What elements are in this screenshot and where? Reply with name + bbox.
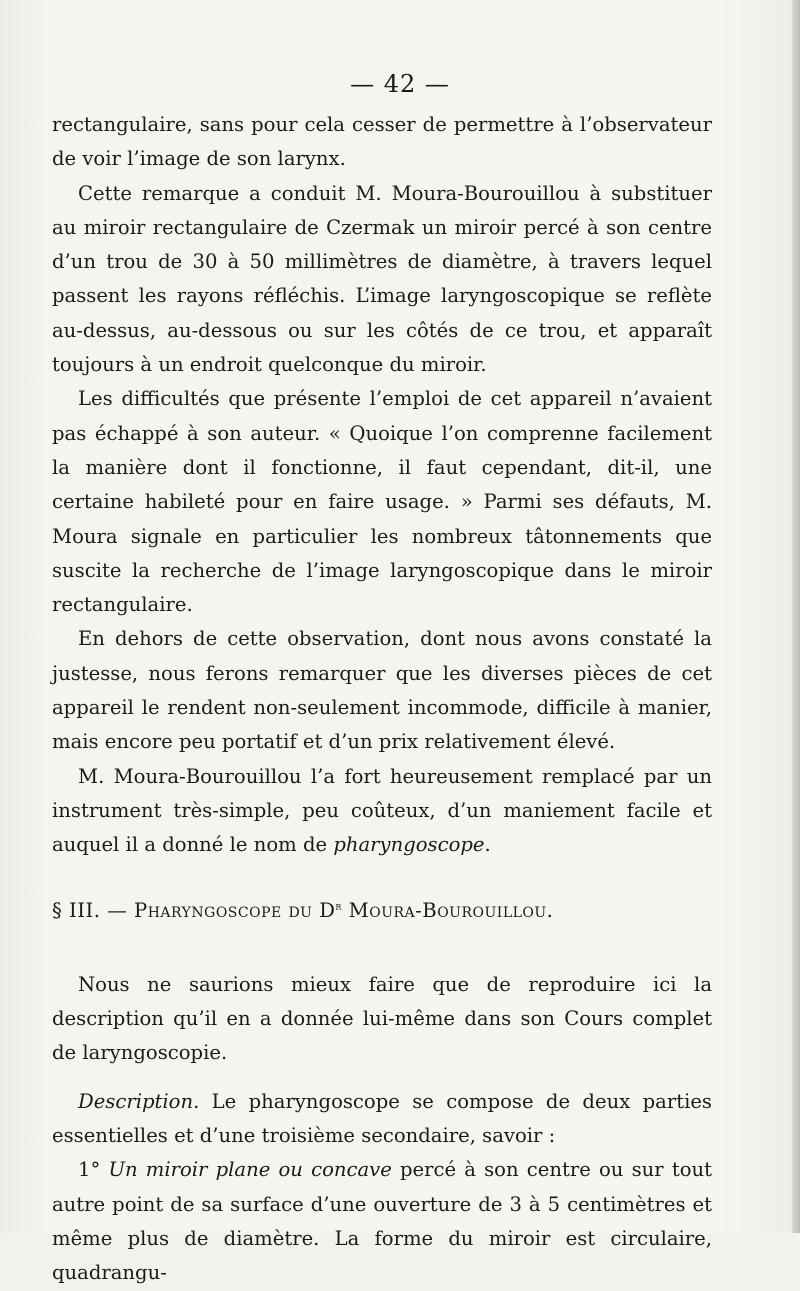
item-number: 1° bbox=[78, 1158, 109, 1182]
paragraph-8 bbox=[52, 1153, 712, 1290]
paragraph-3: Les difficultés que présente l’emploi de cet appareil n’avaient pas échappé à son auteur. « Quoique l’on comprenne facilement la manière dont il fonctionne, il faut cependant, dit-il, une certaine habileté pour en faire usage. » Parmi ses défauts, M. Moura signale en particulier les nombreux tâtonnements que suscite la recherche de l’image laryngoscopique dans le miroir rectangulaire. bbox=[52, 387, 712, 617]
paragraph-5-end: . bbox=[484, 833, 491, 857]
paragraph-6: Nous ne saurions mieux faire que de reproduire ici la description qu’il en a donnée lui-même dans son Cours complet de laryngoscopie. bbox=[52, 972, 712, 1065]
paragraph-8-text: percé à son centre ou sur tout autre point de sa surface d’une ouverture de 3 à 5 centimètres et même plus de diamètre. La forme du miroir est circulaire, quadrangu- bbox=[52, 1158, 712, 1285]
page-number: — 42 — bbox=[350, 70, 450, 98]
paragraph-7-text: Le pharyngoscope se compose de deux parties essentielles et d’une troisième secondaire, savoir : bbox=[52, 1089, 712, 1148]
section-title-start: Pharyngoscope du D bbox=[134, 898, 336, 922]
section-title-sup: r bbox=[335, 898, 342, 913]
paragraph-4: En dehors de cette observation, dont nous avons constaté la justesse, nous ferons remarquer que les diverses pièces de cet appareil le rendent non-seulement incommode, difficile à manier, mais encore peu portatif et d’un prix relativement élevé. bbox=[52, 627, 712, 754]
body-text bbox=[52, 108, 712, 1291]
paragraph-5 bbox=[52, 760, 712, 863]
description-label: Description. bbox=[78, 1089, 200, 1113]
pharyngoscope-term: pharyngoscope bbox=[333, 833, 485, 857]
section-title-end: Moura-Bourouillou. bbox=[341, 898, 554, 922]
page-edge bbox=[792, 0, 800, 1233]
section-title bbox=[134, 899, 553, 922]
paragraph-5-text: M. Moura-Bourouillou l’a fort heureusement remplacé par un instrument très-simple, peu coûteux, d’un maniement facile et auquel il a donné le nom de bbox=[52, 764, 712, 857]
section-number: § III. — bbox=[52, 898, 135, 922]
mirror-term: Un miroir plane ou concave bbox=[108, 1158, 392, 1182]
paragraph-7 bbox=[52, 1085, 712, 1154]
paragraph-1: rectangulaire, sans pour cela cesser de permettre à l’observateur de voir l’image de son larynx. bbox=[52, 113, 712, 171]
section-heading bbox=[52, 889, 712, 928]
paragraph-2: Cette remarque a conduit M. Moura-Bourouillou à substituer au miroir rectangulaire de Czermak un miroir percé à son centre d’un trou de 30 à 50 millimètres de diamètre, à travers lequel passent les rayons réfléchis. L’image laryngoscopique se reflète au-dessus, au-dessous ou sur les côtés de ce trou, et apparaît toujours à un endroit quelconque du miroir. bbox=[52, 181, 712, 377]
